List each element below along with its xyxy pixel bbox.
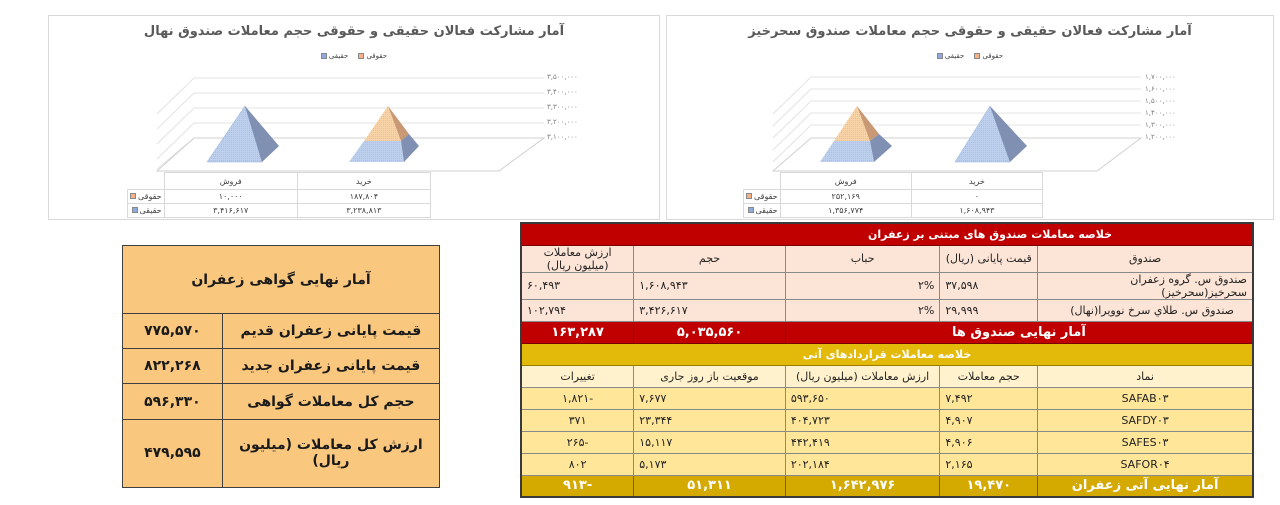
- col-header-sell: فروش: [780, 173, 911, 190]
- futures-title: خلاصه معاملات قراردادهای آتی: [521, 343, 1253, 365]
- col-header: نماد: [1038, 365, 1253, 387]
- fund-bubble: ۲%: [785, 272, 940, 299]
- funds-title: خلاصه معاملات صندوق های مبتنی بر زعفران: [521, 223, 1253, 245]
- certificate-value: ۷۷۵,۵۷۰: [123, 314, 223, 349]
- fund-volume: ۱,۶۰۸,۹۴۳: [634, 272, 786, 299]
- futures-value: ۴۴۲,۴۱۹: [785, 431, 940, 453]
- y-tick: ۳,۳۰۰,۰۰۰: [547, 103, 578, 111]
- row-label-legal: [128, 190, 165, 204]
- col-header: ارزش معاملات (میلیون ریال): [521, 245, 634, 272]
- y-tick: ۳,۴۰۰,۰۰۰: [547, 88, 578, 96]
- fund-volume: ۳,۴۲۶,۶۱۷: [634, 299, 786, 321]
- futures-symbol: SAFDY۰۳: [1038, 409, 1253, 431]
- chart-data-table: [743, 172, 1043, 218]
- y-tick: ۱,۴۰۰,۰۰۰: [1145, 109, 1176, 117]
- cell-real-buy: ۳,۲۳۸,۸۱۳: [297, 204, 430, 218]
- table-row: [521, 431, 1253, 453]
- cell-legal-sell: ۲۵۲,۱۶۹: [780, 190, 911, 204]
- futures-volume: ۴,۹۰۶: [940, 431, 1038, 453]
- certificate-label: ارزش کل معاملات (میلیون ریال): [222, 419, 439, 487]
- y-tick: ۱,۲۰۰,۰۰۰: [1145, 133, 1176, 141]
- table-row: [123, 314, 440, 349]
- funds-total-label: آمار نهایی صندوق ها: [785, 321, 1253, 343]
- chart-saharkhiz: [666, 15, 1274, 220]
- futures-symbol: SAFOR۰۴: [1038, 453, 1253, 475]
- legend-label: حقیقی: [944, 52, 965, 60]
- col-header-sell: فروش: [164, 173, 297, 190]
- fund-name: صندوق س. طلاي سرخ نوويرا(نهال): [1038, 299, 1253, 321]
- table-row: [123, 384, 440, 419]
- legend-label: حقوقی: [366, 52, 388, 60]
- futures-change: -۱,۸۲۱: [521, 387, 634, 409]
- col-header: ارزش معاملات (میلیون ریال): [785, 365, 940, 387]
- certificate-label: قیمت پایانی زعفران جدید: [222, 349, 439, 384]
- legend-swatch-icon: [746, 193, 752, 199]
- legend-swatch-icon: [130, 193, 136, 199]
- futures-symbol: SAFES۰۳: [1038, 431, 1253, 453]
- row-label-text: حقوقی: [754, 192, 778, 201]
- futures-total-open-interest: ۵۱,۳۱۱: [634, 475, 786, 497]
- fund-bubble: ۲%: [785, 299, 940, 321]
- table-row: [521, 409, 1253, 431]
- col-header-buy: خرید: [911, 173, 1042, 190]
- futures-value: ۲۰۲,۱۸۴: [785, 453, 940, 475]
- legend-label: حقوقی: [982, 52, 1004, 60]
- certificate-value: ۸۲۲,۲۶۸: [123, 349, 223, 384]
- futures-change: -۲۶۵: [521, 431, 634, 453]
- col-header: حباب: [785, 245, 940, 272]
- col-header: صندوق: [1038, 245, 1253, 272]
- certificate-label: حجم کل معاملات گواهی: [222, 384, 439, 419]
- futures-volume: ۲,۱۶۵: [940, 453, 1038, 475]
- certificate-value: ۵۹۶,۳۳۰: [123, 384, 223, 419]
- funds-futures-summary-table: [520, 222, 1254, 498]
- fund-price: ۳۷,۵۹۸: [940, 272, 1038, 299]
- y-tick: ۱,۷۰۰,۰۰۰: [1145, 73, 1176, 81]
- certificate-label: قیمت پایانی زعفران قدیم: [222, 314, 439, 349]
- y-tick: ۳,۱۰۰,۰۰۰: [547, 133, 578, 141]
- col-header: حجم: [634, 245, 786, 272]
- col-header: موقعیت باز روز جاری: [634, 365, 786, 387]
- y-tick: ۱,۶۰۰,۰۰۰: [1145, 85, 1176, 93]
- row-label-text: حقیقی: [755, 206, 778, 215]
- futures-open-interest: ۲۳,۳۴۴: [634, 409, 786, 431]
- cell-legal-sell: ۱۰,۰۰۰: [164, 190, 297, 204]
- empty-cell: [744, 173, 781, 190]
- futures-change: ۳۷۱: [521, 409, 634, 431]
- chart-nahal: [48, 15, 660, 220]
- futures-value: ۵۹۳,۶۵۰: [785, 387, 940, 409]
- futures-open-interest: ۷,۶۷۷: [634, 387, 786, 409]
- certificate-value: ۴۷۹,۵۹۵: [123, 419, 223, 487]
- futures-symbol: SAFAB۰۳: [1038, 387, 1253, 409]
- chart-data-table: [127, 172, 431, 218]
- table-row: [521, 453, 1253, 475]
- saffron-certificate-table: [122, 245, 440, 488]
- cell-legal-buy: ۰: [911, 190, 1042, 204]
- col-header: تغییرات: [521, 365, 634, 387]
- y-tick: ۳,۲۰۰,۰۰۰: [547, 118, 578, 126]
- row-label-legal: [744, 190, 781, 204]
- futures-total-change: -۹۱۳: [521, 475, 634, 497]
- col-header: حجم معاملات: [940, 365, 1038, 387]
- row-label-real: [744, 204, 781, 218]
- legend-swatch-icon: [748, 207, 754, 213]
- certificate-title: آمار نهایی گواهی زعفران: [123, 246, 440, 314]
- chart-title: آمار مشارکت فعالان حقیقی و حقوقی حجم معاملات صندوق سحرخیز: [748, 24, 1192, 39]
- futures-open-interest: ۵,۱۷۳: [634, 453, 786, 475]
- row-label-text: حقیقی: [139, 206, 162, 215]
- funds-total-volume: ۵,۰۳۵,۵۶۰: [634, 321, 786, 343]
- chart-title: آمار مشارکت فعالان حقیقی و حقوقی حجم معاملات صندوق نهال: [143, 24, 565, 39]
- col-header-buy: خرید: [297, 173, 430, 190]
- cell-legal-buy: ۱۸۷,۸۰۴: [297, 190, 430, 204]
- futures-volume: ۴,۹۰۷: [940, 409, 1038, 431]
- y-tick: ۳,۵۰۰,۰۰۰: [547, 73, 578, 81]
- cell-real-sell: ۳,۴۱۶,۶۱۷: [164, 204, 297, 218]
- cell-real-sell: ۱,۳۵۶,۷۷۴: [780, 204, 911, 218]
- fund-price: ۲۹,۹۹۹: [940, 299, 1038, 321]
- futures-volume: ۷,۴۹۲: [940, 387, 1038, 409]
- futures-open-interest: ۱۵,۱۱۷: [634, 431, 786, 453]
- col-header: قیمت پایانی (ریال): [940, 245, 1038, 272]
- fund-name: صندوق س. گروه زعفران سحرخیز(سحرخیز): [1038, 272, 1253, 299]
- cell-real-buy: ۱,۶۰۸,۹۴۳: [911, 204, 1042, 218]
- futures-total-label: آمار نهایی آتی زعفران: [1038, 475, 1253, 497]
- legend-label: حقیقی: [328, 52, 349, 60]
- futures-change: ۸۰۲: [521, 453, 634, 475]
- futures-total-volume: ۱۹,۴۷۰: [940, 475, 1038, 497]
- table-row: [123, 349, 440, 384]
- fund-value: ۱۰۲,۷۹۴: [521, 299, 634, 321]
- empty-cell: [128, 173, 165, 190]
- row-label-real: [128, 204, 165, 218]
- futures-value: ۴۰۴,۷۲۳: [785, 409, 940, 431]
- row-label-text: حقوقی: [138, 192, 162, 201]
- table-row: [521, 272, 1253, 299]
- fund-value: ۶۰,۴۹۳: [521, 272, 634, 299]
- table-row: [123, 419, 440, 487]
- futures-total-value: ۱,۶۴۲,۹۷۶: [785, 475, 940, 497]
- funds-total-value: ۱۶۳,۲۸۷: [521, 321, 634, 343]
- table-row: [521, 299, 1253, 321]
- y-tick: ۱,۳۰۰,۰۰۰: [1145, 121, 1176, 129]
- legend-swatch-icon: [132, 207, 138, 213]
- table-row: [521, 387, 1253, 409]
- y-tick: ۱,۵۰۰,۰۰۰: [1145, 97, 1176, 105]
